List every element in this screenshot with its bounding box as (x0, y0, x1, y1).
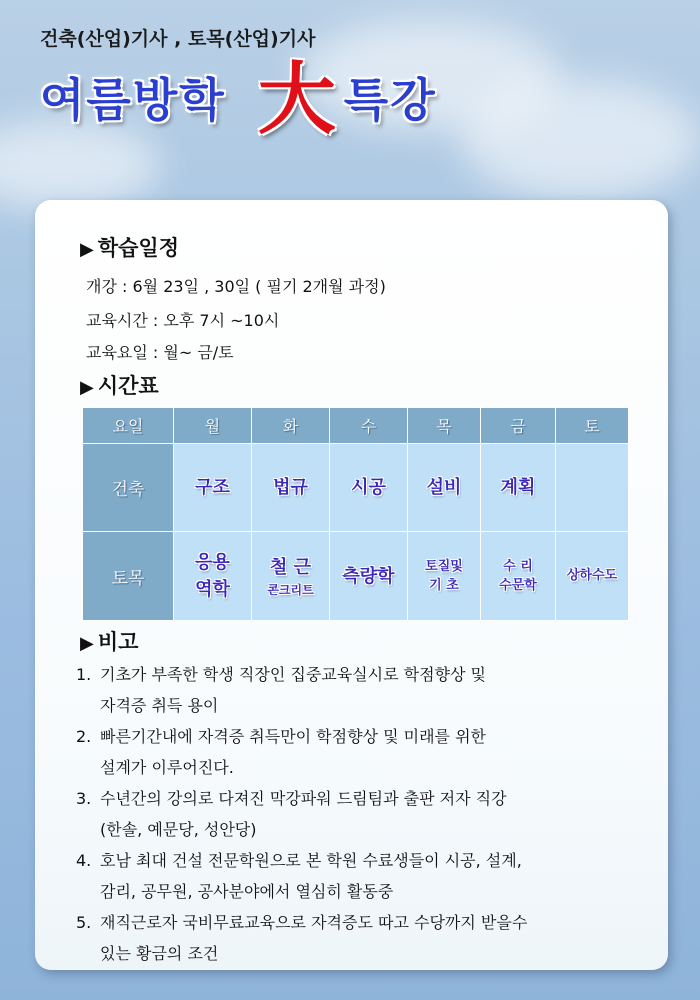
note-text: 수년간의 강의로 다져진 막강파워 드림팀과 출판 저자 직강 (100, 789, 507, 808)
cell-text: 계획 (500, 477, 536, 498)
column-header: 금 (481, 408, 556, 444)
schedule-heading (80, 232, 179, 262)
cell-text: 설비 (426, 477, 462, 498)
triangle-bullet-icon: ▶ (80, 633, 94, 654)
table-cell (556, 532, 629, 621)
background-cloud (0, 120, 160, 210)
table-row-architecture (83, 444, 629, 532)
list-item (76, 910, 656, 964)
note-text: 호남 최대 건설 전문학원으로 본 학원 수료생들이 시공, 설계, (100, 851, 522, 870)
schedule-line-hours: 교육시간 : 오후 7시 ~10시 (86, 311, 280, 330)
note-number: 3. (76, 789, 92, 808)
column-header: 요일 (83, 408, 174, 444)
cell-text: 기 초 (429, 578, 459, 593)
cell-text: 역학 (195, 579, 230, 600)
note-text-continued: 있는 황금의 조건 (100, 944, 219, 963)
notes-heading (80, 626, 138, 656)
table-cell (330, 532, 408, 621)
table-cell (481, 532, 556, 621)
note-text-continued: (한솔, 예문당, 성안당) (100, 820, 257, 839)
notes-list (76, 662, 656, 972)
background-cloud (460, 80, 700, 200)
schedule-line-days: 교육요일 : 월~ 금/토 (86, 343, 234, 362)
timetable-header-row (83, 408, 629, 444)
triangle-bullet-icon: ▶ (80, 239, 94, 260)
column-header: 월 (174, 408, 252, 444)
column-header: 토 (556, 408, 629, 444)
table-cell (330, 444, 408, 532)
list-item (76, 848, 656, 902)
row-label: 건축 (83, 444, 174, 532)
timetable-heading (80, 370, 159, 400)
table-cell (481, 444, 556, 532)
title-big-character: 大 (257, 54, 338, 145)
cell-text: 법규 (273, 477, 308, 498)
column-header: 화 (252, 408, 330, 444)
note-text-continued: 자격증 취득 용이 (100, 696, 219, 715)
note-number: 4. (76, 851, 92, 870)
table-cell (252, 444, 330, 532)
cell-text: 콘크리트 (267, 582, 314, 597)
timetable (82, 407, 629, 621)
note-text: 재직근로자 국비무료교육으로 자격증도 따고 수당까지 받을수 (100, 913, 528, 932)
table-cell (174, 444, 252, 532)
cell-text: 수 리 (503, 558, 533, 574)
list-item (76, 662, 656, 716)
triangle-bullet-icon: ▶ (80, 377, 94, 398)
note-text-continued: 설계가 이루어진다. (100, 758, 234, 777)
cell-text: 구조 (195, 477, 230, 498)
table-cell (556, 444, 629, 532)
timetable-heading-label: 시간표 (97, 374, 159, 398)
table-cell (408, 532, 481, 621)
note-number: 1. (76, 665, 92, 684)
schedule-heading-label: 학습일정 (97, 236, 179, 260)
note-text: 기초가 부족한 학생 직장인 집중교육실시로 학점향상 및 (100, 665, 487, 684)
note-text: 빠른기간내에 자격증 취득만이 학점향상 및 미래를 위한 (100, 727, 487, 746)
cell-text: 시공 (351, 477, 386, 498)
column-header: 목 (408, 408, 481, 444)
notes-heading-label: 비고 (97, 630, 139, 654)
table-row-civil (83, 532, 629, 621)
table-cell (174, 532, 252, 621)
note-number: 5. (76, 913, 92, 932)
list-item (76, 724, 656, 778)
list-item (76, 786, 656, 840)
table-cell (408, 444, 481, 532)
cell-text: 토질및 (425, 558, 463, 574)
column-header: 수 (330, 408, 408, 444)
cell-text: 철 근 (269, 556, 312, 578)
table-cell (252, 532, 330, 621)
page-title (40, 54, 437, 145)
subtitle: 건축(산업)기사 , 토목(산업)기사 (40, 28, 316, 50)
cell-text: 상하수도 (566, 568, 618, 584)
schedule-line-start: 개강 : 6월 23일 , 30일 ( 필기 2개월 과정) (86, 277, 386, 296)
cell-text: 수문학 (499, 578, 537, 593)
cell-text: 측량학 (342, 565, 395, 587)
note-text-continued: 감리, 공무원, 공사분야에서 열심히 활동중 (100, 882, 394, 901)
cell-text: 응용 (195, 552, 230, 573)
title-right: 특강 (343, 73, 437, 127)
title-left: 여름방학 (40, 73, 226, 127)
note-number: 2. (76, 727, 92, 746)
row-label: 토목 (83, 532, 174, 621)
